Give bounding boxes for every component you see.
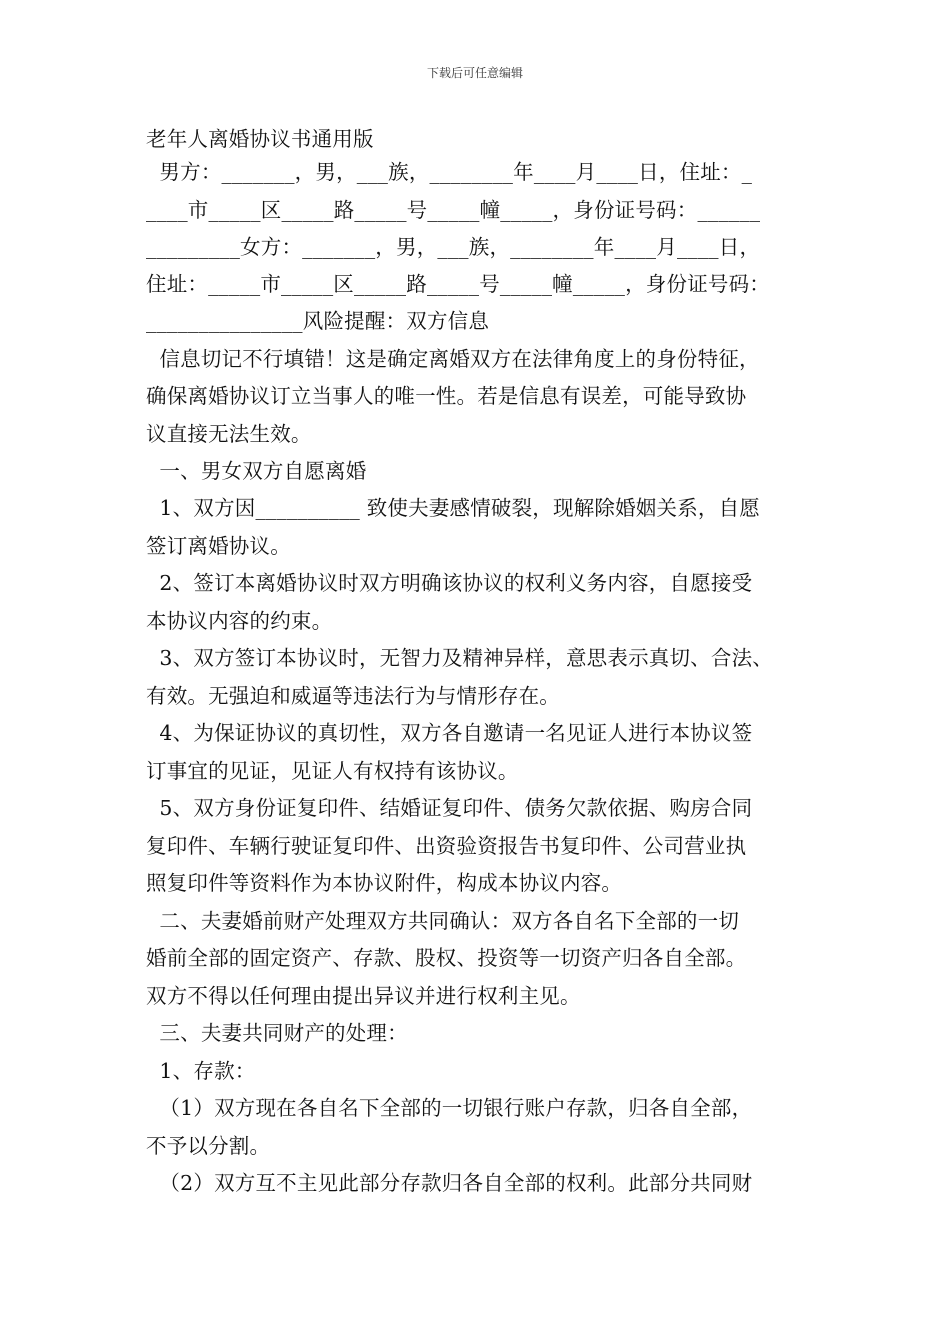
body-line: 住址：_____市_____区_____路_____号_____幢_____，身份证号码： xyxy=(146,272,770,296)
body-line: 2、签订本离婚协议时双方明确该协议的权利义务内容，自愿接受 xyxy=(146,571,753,595)
body-line: 1、双方因__________ 致使夫妻感情破裂，现解除婚姻关系，自愿 xyxy=(146,496,760,520)
body-line: 双方不得以任何理由提出异议并进行权利主见。 xyxy=(146,984,581,1008)
body-line: 信息切记不行填错！这是确定离婚双方在法律角度上的身份特征， xyxy=(146,347,760,371)
body-line: 照复印件等资料作为本协议附件，构成本协议内容。 xyxy=(146,871,623,895)
body-line: ____市_____区_____路_____号_____幢_____，身份证号码：______ xyxy=(146,198,761,222)
body-line: 本协议内容的约束。 xyxy=(146,609,333,633)
body-line: （1）双方现在各自名下全部的一切银行账户存款，归各自全部， xyxy=(146,1096,753,1120)
body-line: 议直接无法生效。 xyxy=(146,422,312,446)
body-line: 复印件、车辆行驶证复印件、出资验资报告书复印件、公司营业执 xyxy=(146,834,747,858)
body-line: _______________风险提醒：双方信息 xyxy=(146,309,490,333)
body-line: 二、夫妻婚前财产处理双方共同确认：双方各自名下全部的一切 xyxy=(146,909,740,933)
body-line: _________女方：_______，男，___族，________年____月____日， xyxy=(146,235,761,259)
body-line: 婚前全部的固定资产、存款、股权、投资等一切资产归各自全部。 xyxy=(146,946,747,970)
body-line: 1、存款： xyxy=(146,1059,256,1083)
body-line: 4、为保证协议的真切性，双方各自邀请一名见证人进行本协议签 xyxy=(146,721,753,745)
body-line: 签订离婚协议。 xyxy=(146,534,291,558)
body-line: 男方：_______，男，___族，________年____月____日，住址：_ xyxy=(146,160,753,184)
body-line: 不予以分割。 xyxy=(146,1134,271,1158)
body-line: 订事宜的见证，见证人有权持有该协议。 xyxy=(146,759,519,783)
body-line: 3、双方签订本协议时，无智力及精神异样，意思表示真切、合法、 xyxy=(146,646,773,670)
body-line: （2）双方互不主见此部分存款归各自全部的权利。此部分共同财 xyxy=(146,1171,753,1195)
body-line: 有效。无强迫和威逼等违法行为与情形存在。 xyxy=(146,684,560,708)
body-line: 三、夫妻共同财产的处理： xyxy=(146,1021,408,1045)
page-header: 下载后可任意编辑 xyxy=(426,66,523,80)
body-line: 5、双方身份证复印件、结婚证复印件、债务欠款依据、购房合同 xyxy=(146,796,753,820)
body-line: 确保离婚协议订立当事人的唯一性。若是信息有误差，可能导致协 xyxy=(146,384,747,408)
body-line: 一、男女双方自愿离婚 xyxy=(146,459,367,483)
document-title: 老年人离婚协议书通用版 xyxy=(146,127,374,151)
